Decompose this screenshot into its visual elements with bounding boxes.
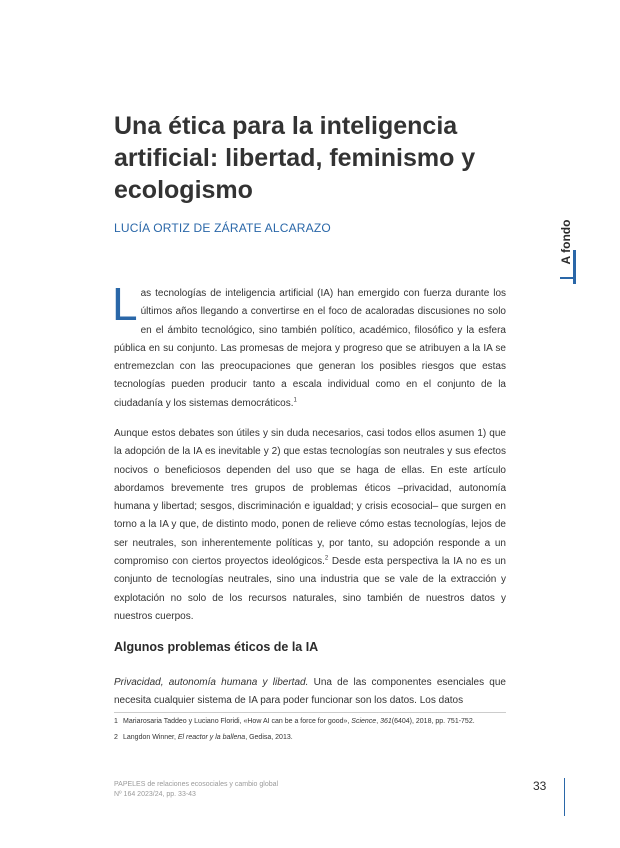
second-paragraph-text: Aunque estos debates son útiles y sin duda necesarios, casi todos ellos asumen 1) que la adopción de la IA es inevitable y 2) que estas tecnologías son neutrales y sus efectos nocivos o beneficiosos dependen del uso que se haga de ellas. En este artículo abordamos brevemente tres grupos de problemas éticos –privacidad, autonomía humana y libertad; sesgos, discriminación e igualdad; y crisis ecosocial– que surgen en torno a la IA y que, de distinto modo, ponen de relieve cómo estas tecnologías, lejos de ser neutrales, son inherentemente políticas y, por tanto, su adopción responde a un compromiso con ciertos proyectos ideológicos.: [114, 428, 506, 568]
footnote-text: Mariarosaria Taddeo y Luciano Floridi, «How AI can be a force for good»,: [123, 718, 352, 725]
footnote-ref-1[interactable]: 1: [293, 397, 297, 404]
page-footer: [114, 780, 278, 800]
section-paragraph-text: Una de las componentes esenciales que necesita cualquier sistema de IA para poder funcionar son los datos. Los datos: [114, 677, 506, 707]
page-number-accent-bar: [564, 778, 565, 816]
footnote-1: [114, 717, 506, 727]
footnote-ref-2[interactable]: 2: [324, 555, 329, 562]
drop-cap: L: [112, 278, 138, 330]
footnote-text: (6404), 2018, pp. 751-752.: [391, 718, 475, 725]
footnote-book-title: El reactor y la ballena: [177, 734, 246, 741]
footnote-2: [114, 733, 506, 743]
article-author: LUCÍA ORTIZ DE ZÁRATE ALCARAZO: [114, 221, 331, 235]
footer-issue: Nº 164 2023/24, pp. 33-43: [114, 791, 196, 798]
section-lead-italic: Privacidad, autonomía humana y libertad.: [114, 677, 309, 688]
footnote-journal: Science: [351, 718, 377, 725]
footnote-number: 2: [114, 734, 118, 741]
section-tab-accent-rule: [560, 277, 576, 279]
footnote-text: ,: [376, 718, 381, 725]
section-paragraph: [114, 674, 506, 711]
section-tab-label: A fondo: [559, 219, 573, 265]
second-paragraph: [114, 425, 506, 626]
article-title: Una ética para la inteligencia artificial: libertad, feminismo y ecologismo: [114, 112, 476, 204]
footnote-volume: 361: [380, 718, 392, 725]
section-heading: Algunos problemas éticos de la IA: [114, 640, 319, 654]
footnote-text: , Gedisa, 2013.: [245, 734, 293, 741]
footnote-divider: [114, 712, 506, 713]
intro-paragraph-text: as tecnologías de inteligencia artificial (IA) han emergido con fuerza durante los últimos años llegando a convertirse en el foco de acaloradas discusiones no solo en el ámbito tecnológico, sino también político, académico, filosófico y la esfera pública en su conjunto. Las promesas de mejora y progreso que se atribuyen a la IA se entremezclan con las preocupaciones que generan los posibles riesgos que estas tecnologías pueden producir tanto a escala individual como en el conjunto de la ciudadanía y los sistemas democráticos.: [114, 288, 506, 409]
intro-paragraph: [112, 278, 506, 413]
second-paragraph-text-after: Desde esta perspectiva la IA no es un conjunto de tecnologías neutrales, sino una industria que se vale de la extracción y explotación no solo de los recursos naturales, sino también de nuestros datos y nuestros cuerpos.: [114, 556, 506, 622]
page-number: 33: [533, 779, 547, 793]
footnote-number: 1: [114, 718, 118, 725]
footnotes: [114, 717, 506, 749]
footnote-text: Langdon Winner,: [123, 734, 178, 741]
footer-journal: PAPELES de relaciones ecosociales y cambio global: [114, 781, 279, 788]
